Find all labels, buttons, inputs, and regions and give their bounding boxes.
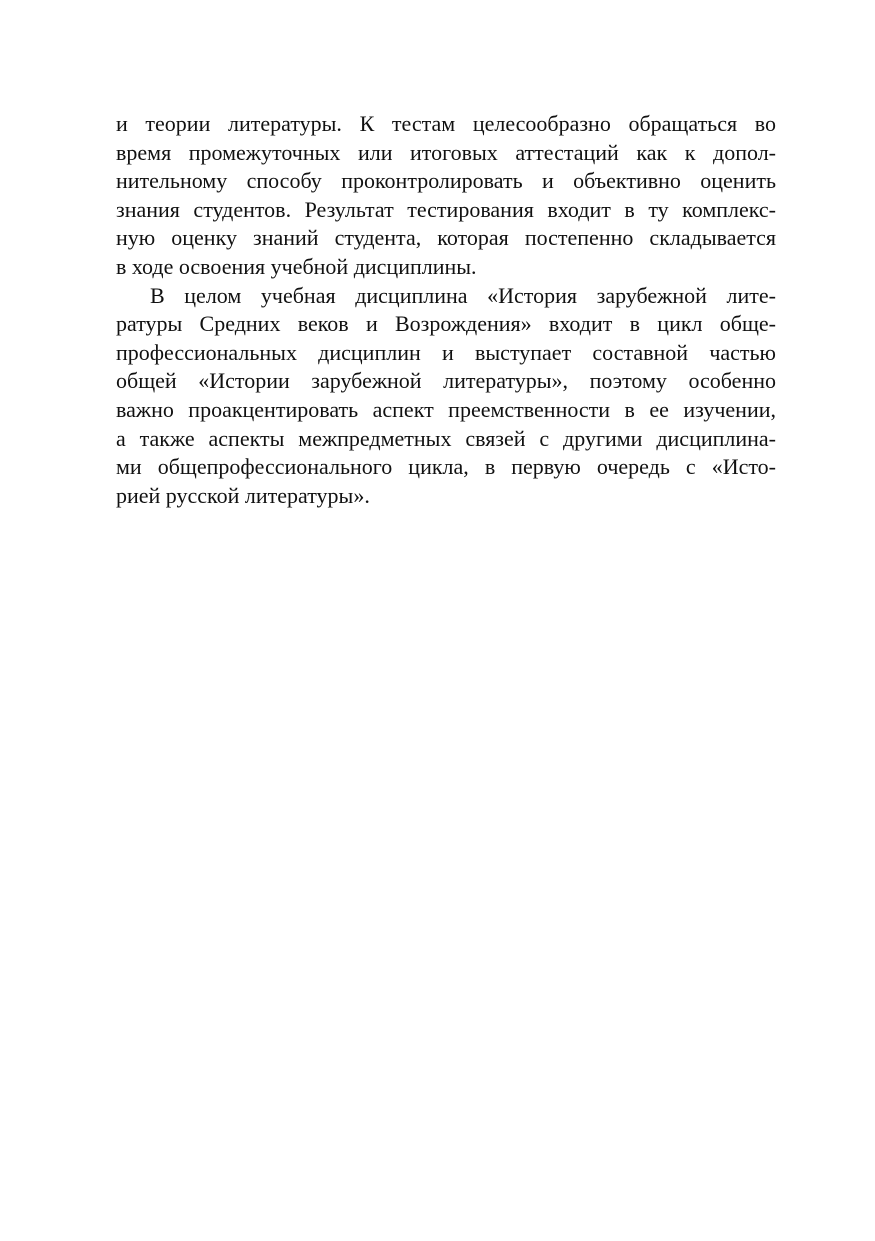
text-line: рией русской литературы». bbox=[116, 482, 370, 508]
text-line: общей «Истории зарубежной литературы», поэтому особенно bbox=[116, 368, 776, 394]
body-text bbox=[116, 110, 776, 510]
text-line: время промежуточных или итоговых аттестаций как к допол- bbox=[116, 139, 776, 165]
text-line: а также аспекты межпредметных связей с другими дисциплина- bbox=[116, 425, 776, 451]
paragraph-1 bbox=[116, 110, 776, 282]
text-line: ратуры Средних веков и Возрождения» входит в цикл обще- bbox=[116, 311, 776, 337]
text-line: В целом учебная дисциплина «История зарубежной лите- bbox=[150, 282, 776, 308]
text-line: в ходе освоения учебной дисциплины. bbox=[116, 253, 477, 279]
text-line: нительному способу проконтролировать и объективно оценить bbox=[116, 168, 776, 194]
text-line: профессиональных дисциплин и выступает составной частью bbox=[116, 339, 776, 365]
text-line: и теории литературы. К тестам целесообразно обращаться во bbox=[116, 111, 776, 136]
text-line: важно проакцентировать аспект преемственности в ее изучении, bbox=[116, 396, 776, 422]
paragraph-2 bbox=[116, 282, 776, 511]
text-line: знания студентов. Результат тестирования входит в ту комплекс- bbox=[116, 196, 776, 222]
text-line: ную оценку знаний студента, которая постепенно складывается bbox=[116, 225, 776, 251]
text-line: ми общепрофессионального цикла, в первую очередь с «Исто- bbox=[116, 454, 776, 480]
